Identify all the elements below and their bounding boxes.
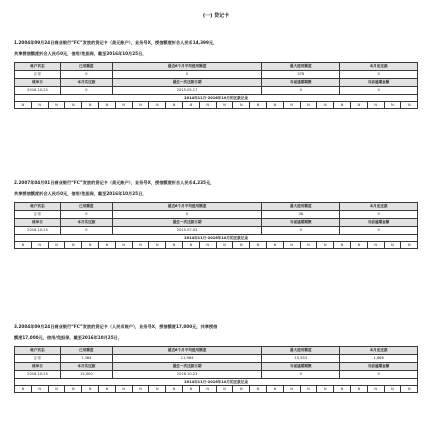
table-row-cell: 36 xyxy=(262,211,340,219)
table-header-row-cell: 本月实还款 xyxy=(60,79,112,87)
table-row-cell: 0 xyxy=(262,227,340,235)
repayment-status-row xyxy=(14,385,418,393)
repayment-status-cell: N xyxy=(301,102,318,108)
repayment-status-cell: N xyxy=(217,102,234,108)
table-row xyxy=(15,211,418,219)
repayment-status-cell: N xyxy=(334,242,351,248)
account-info-table xyxy=(14,202,418,235)
table-header-row-cell: 最大使用额度 xyxy=(262,63,340,71)
table-row xyxy=(15,371,418,379)
account-description-line1: 1.2004年09月24日商业银行“FC”发放的贷记卡（美元账户），业务号X，授信额度折合人民币14,399元， xyxy=(14,40,218,45)
account-description-line1: 3.2004年09月24日商业银行“FC”发放的贷记卡（人民币账户），业务号X，授信额度17,000元，共享授信 xyxy=(14,324,218,329)
repayment-status-cell: N xyxy=(166,102,183,108)
repayment-status-cell: N xyxy=(334,386,351,392)
repayment-status-cell: N xyxy=(116,242,133,248)
repayment-status-cell: N xyxy=(334,102,351,108)
repayment-status-cell: N xyxy=(99,102,116,108)
table-row-cell: 15,553 xyxy=(262,355,340,363)
credit-card-account xyxy=(14,38,418,109)
table-row-cell: 正常 xyxy=(15,211,61,219)
table-row xyxy=(15,87,418,95)
table-row-cell: 0 xyxy=(60,87,112,95)
account-info-table xyxy=(14,346,418,379)
repayment-status-cell: N xyxy=(368,242,385,248)
repayment-status-cell: N xyxy=(32,102,49,108)
table-header-row-cell: 本月实还款 xyxy=(60,363,112,371)
table-row-cell: 正常 xyxy=(15,355,61,363)
repayment-status-cell: N xyxy=(149,386,166,392)
table-header-row-cell: 当前逾期金额 xyxy=(340,219,418,227)
table-header-row-cell: 当前逾期金额 xyxy=(340,79,418,87)
repayment-period-label: 2014年11月-2016年10月的还款记录 xyxy=(14,95,418,101)
repayment-status-cell: N xyxy=(15,386,32,392)
repayment-status-cell: N xyxy=(32,386,49,392)
table-header-row-cell: 账单日 xyxy=(15,363,61,371)
repayment-status-cell: N xyxy=(116,386,133,392)
repayment-status-cell: N xyxy=(301,386,318,392)
repayment-status-cell: N xyxy=(99,386,116,392)
repayment-status-cell: N xyxy=(49,242,66,248)
table-row-cell: 0 xyxy=(340,87,418,95)
repayment-status-cell: N xyxy=(407,103,411,107)
repayment-status-cell: N xyxy=(368,102,385,108)
repayment-status-cell: N xyxy=(183,386,200,392)
table-row-cell: 2016.10.25 xyxy=(15,371,61,379)
repayment-status-cell: N xyxy=(351,102,368,108)
section-title: (一) 贷记卡 xyxy=(202,13,230,19)
repayment-status-cell: N xyxy=(133,242,150,248)
repayment-status-cell: N xyxy=(116,102,133,108)
credit-card-account xyxy=(14,178,418,249)
table-row-cell: 0 xyxy=(340,71,418,79)
table-header-row-cell: 帐户状态 xyxy=(15,63,61,71)
repayment-period-label: 2014年11月-2016年10月的还款记录 xyxy=(14,379,418,385)
table-header-row-cell: 当前逾期期数 xyxy=(262,363,340,371)
repayment-status-cell: N xyxy=(200,386,217,392)
table-row-cell: 0 xyxy=(60,227,112,235)
account-description-line2: 共享授信额度折合人民币0元，信用/免担保，截至2016年10月25日， xyxy=(14,51,147,56)
repayment-status-cell: N xyxy=(149,102,166,108)
repayment-status-cell: N xyxy=(217,242,234,248)
table-row-cell: 7,384 xyxy=(60,355,112,363)
repayment-status-cell: N xyxy=(301,242,318,248)
table-row-cell: 2015.07.02 xyxy=(112,227,262,235)
repayment-status-cell: N xyxy=(385,386,402,392)
repayment-status-cell: N xyxy=(385,102,402,108)
repayment-status-cell: N xyxy=(233,386,250,392)
table-row xyxy=(15,71,418,79)
table-row-cell: 15,000 xyxy=(60,371,112,379)
repayment-status-cell: N xyxy=(133,102,150,108)
table-header-row-cell: 账单日 xyxy=(15,219,61,227)
table-header-row-cell: 帐户状态 xyxy=(15,347,61,355)
table-header-row-cell: 当前逾期期数 xyxy=(262,219,340,227)
repayment-status-cell: N xyxy=(65,386,82,392)
table-header-row-cell: 最近一次还款日期 xyxy=(112,363,262,371)
table-header-row-cell: 本月应还款 xyxy=(340,347,418,355)
account-description-line2: 额度17,000元，信用/免担保，截至2016年10月25日， xyxy=(14,335,122,340)
table-row-cell: 1,666 xyxy=(340,355,418,363)
repayment-period-label: 2014年11月-2016年10月的还款记录 xyxy=(14,235,418,241)
table-header-row-cell: 最近6个月平均使用额度 xyxy=(112,203,262,211)
repayment-status-row xyxy=(14,241,418,249)
repayment-status-cell: N xyxy=(200,102,217,108)
repayment-status-cell: N xyxy=(233,242,250,248)
table-row-cell: 0 xyxy=(112,71,262,79)
table-row-cell: 0 xyxy=(340,211,418,219)
table-header-row-cell: 已用额度 xyxy=(60,63,112,71)
repayment-status-cell: N xyxy=(82,242,99,248)
repayment-status-cell: N xyxy=(65,102,82,108)
table-header-row-cell: 帐户状态 xyxy=(15,203,61,211)
table-row-cell: 0 xyxy=(60,71,112,79)
repayment-status-cell: N xyxy=(233,102,250,108)
table-header-row xyxy=(15,219,418,227)
table-header-row-cell: 最近6个月平均使用额度 xyxy=(112,63,262,71)
repayment-status-cell: N xyxy=(267,242,284,248)
table-row xyxy=(15,227,418,235)
table-row-cell: 11,964 xyxy=(112,355,262,363)
repayment-status-cell: N xyxy=(32,242,49,248)
table-row-cell: 2016.10.25 xyxy=(15,87,61,95)
repayment-status-cell: N xyxy=(166,242,183,248)
repayment-status-cell: N xyxy=(368,386,385,392)
repayment-status-cell: N xyxy=(99,242,116,248)
repayment-status-cell: N xyxy=(317,102,334,108)
table-header-row-cell: 最大使用额度 xyxy=(262,347,340,355)
table-header-row xyxy=(15,363,418,371)
repayment-status-cell: N xyxy=(200,242,217,248)
table-header-row-cell: 最近一次还款日期 xyxy=(112,79,262,87)
table-row-cell: 正常 xyxy=(15,71,61,79)
table-row-cell: 0 xyxy=(60,211,112,219)
table-header-row-cell: 账单日 xyxy=(15,79,61,87)
table-header-row-cell: 当前逾期期数 xyxy=(262,79,340,87)
table-header-row-cell: 最大使用额度 xyxy=(262,203,340,211)
table-row-cell: 0 xyxy=(262,371,340,379)
credit-card-account xyxy=(14,322,418,393)
repayment-status-cell: N xyxy=(317,242,334,248)
repayment-status-cell: N xyxy=(149,242,166,248)
account-description-line1: 2.2007年04月01日商业银行“FC”发放的贷记卡（美元账户），业务号X，授信额度折合人民币4,235元， xyxy=(14,180,215,185)
repayment-status-cell: N xyxy=(284,386,301,392)
table-row-cell: 2015.05.17 xyxy=(112,87,262,95)
table-row-cell: 0 xyxy=(262,87,340,95)
account-description-line2: 共享授信额度折合人民币0元，信用/免担保，截至2016年10月25日， xyxy=(14,191,147,196)
repayment-status-cell: N xyxy=(183,242,200,248)
table-header-row xyxy=(15,203,418,211)
table-header-row-cell: 本月实还款 xyxy=(60,219,112,227)
repayment-status-cell: N xyxy=(250,386,267,392)
repayment-status-cell: N xyxy=(351,242,368,248)
table-header-row-cell: 本月应还款 xyxy=(340,203,418,211)
table-header-row-cell: 已用额度 xyxy=(60,347,112,355)
repayment-status-cell: N xyxy=(250,102,267,108)
table-header-row-cell: 当前逾期金额 xyxy=(340,363,418,371)
table-row-cell: 0 xyxy=(112,211,262,219)
table-header-row-cell: 本月应还款 xyxy=(340,63,418,71)
repayment-status-cell: N xyxy=(250,242,267,248)
table-header-row-cell: 最近6个月平均使用额度 xyxy=(112,347,262,355)
repayment-status-cell: N xyxy=(407,243,411,247)
repayment-status-cell: N xyxy=(15,242,32,248)
table-row-cell: 2016.10.25 xyxy=(15,227,61,235)
table-header-row xyxy=(15,63,418,71)
repayment-status-cell: N xyxy=(385,242,402,248)
repayment-status-cell: N xyxy=(217,386,234,392)
table-row-cell: 378 xyxy=(262,71,340,79)
repayment-status-cell: N xyxy=(49,102,66,108)
table-header-row xyxy=(15,347,418,355)
table-header-row-cell: 已用额度 xyxy=(60,203,112,211)
repayment-status-cell: N xyxy=(317,386,334,392)
repayment-status-cell: N xyxy=(82,386,99,392)
repayment-status-cell: N xyxy=(284,242,301,248)
repayment-status-cell: N xyxy=(267,386,284,392)
repayment-status-cell: N xyxy=(65,242,82,248)
repayment-status-row xyxy=(14,101,418,109)
repayment-status-cell: N xyxy=(183,102,200,108)
table-row-cell: 0 xyxy=(340,227,418,235)
repayment-status-cell: N xyxy=(49,386,66,392)
table-row-cell: 0 xyxy=(340,371,418,379)
repayment-status-cell: N xyxy=(82,102,99,108)
repayment-status-cell: N xyxy=(351,386,368,392)
table-header-row-cell: 最近一次还款日期 xyxy=(112,219,262,227)
repayment-status-cell: N xyxy=(267,102,284,108)
repayment-status-cell: N xyxy=(407,387,411,391)
table-row-cell: 2016.10.23 xyxy=(112,371,262,379)
table-header-row xyxy=(15,79,418,87)
repayment-status-cell: N xyxy=(284,102,301,108)
account-info-table xyxy=(14,62,418,95)
repayment-status-cell: N xyxy=(133,386,150,392)
table-row xyxy=(15,355,418,363)
repayment-status-cell: N xyxy=(15,102,32,108)
repayment-status-cell: N xyxy=(166,386,183,392)
